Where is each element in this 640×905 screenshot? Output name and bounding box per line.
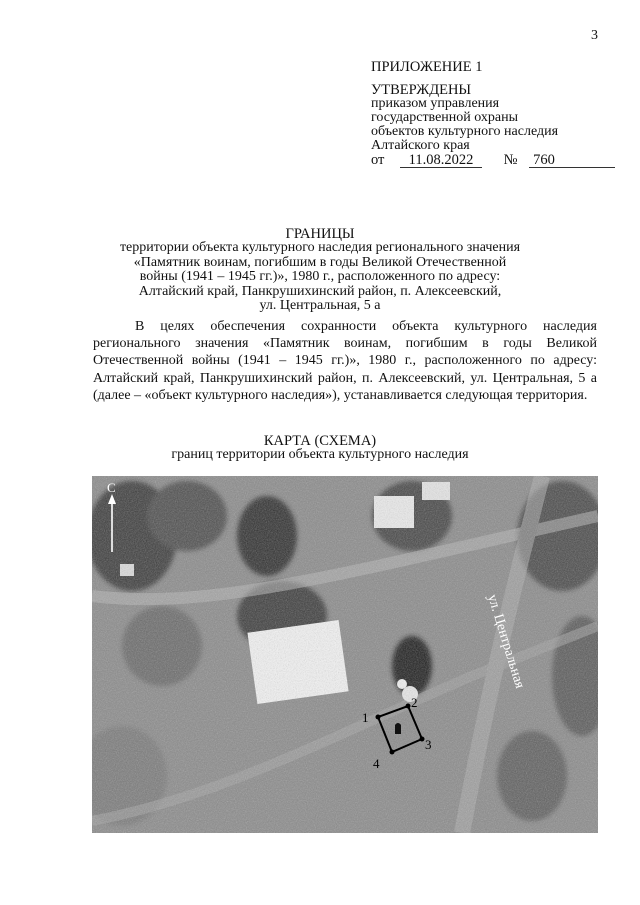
order-number-label: № xyxy=(503,152,518,168)
street-label: ул. Центральная xyxy=(484,592,527,691)
point-label-4: 4 xyxy=(373,756,380,771)
subtitle-line: ул. Центральная, 5 а xyxy=(259,298,381,313)
approved-title: УТВЕРЖДЕНЫ xyxy=(371,82,472,98)
map-title: КАРТА (СХЕМА) xyxy=(263,433,377,449)
approved-line: Алтайского края xyxy=(371,138,470,153)
page-number: 3 xyxy=(591,28,598,43)
boundaries-title: ГРАНИЦЫ xyxy=(285,226,355,242)
point-label-2: 2 xyxy=(411,695,418,710)
approved-line: государственной охраны xyxy=(371,110,519,125)
order-number: 760 xyxy=(529,153,615,168)
approved-by-block xyxy=(371,97,611,153)
point-label-1: 1 xyxy=(362,710,369,725)
subtitle-line: «Памятник воинам, погибшим в годы Великой Отечественной xyxy=(133,254,507,270)
approved-line: приказом управления xyxy=(371,96,500,111)
order-line xyxy=(371,152,615,169)
point-label-3: 3 xyxy=(425,737,432,752)
appendix-title: ПРИЛОЖЕНИЕ 1 xyxy=(371,59,483,75)
boundaries-subtitle xyxy=(0,241,640,314)
subtitle-line: территории объекта культурного наследия регионального значения xyxy=(119,240,521,255)
north-label: С xyxy=(107,480,116,495)
approved-line: объектов культурного наследия xyxy=(371,124,559,139)
subtitle-line: Алтайский край, Панкрушихинский район, п. Алексеевский, xyxy=(138,283,502,299)
date-label: от xyxy=(371,152,385,168)
intro-paragraph: В целях обеспечения сохранности объекта культурного наследия регионального значения «Памятник воинам, погибшим в годы Великой Отечественной войны (1941 – 1945 гг.)», 1980 г., расположенного по адресу: Алтайский край, Панкрушихинский район, п. Алексеевский, ул. Центральная, 5 а (далее – «объект культурного наследия»), устанавливается следующая территория. xyxy=(93,319,597,403)
subtitle-line: войны (1941 – 1945 гг.)», 1980 г., расположенного по адресу: xyxy=(139,269,501,284)
map-subtitle: границ территории объекта культурного наследия xyxy=(171,447,469,462)
map-image xyxy=(92,476,598,833)
monument-icon xyxy=(395,723,401,734)
satellite-map xyxy=(92,476,598,833)
order-date: 11.08.2022 xyxy=(400,153,482,168)
